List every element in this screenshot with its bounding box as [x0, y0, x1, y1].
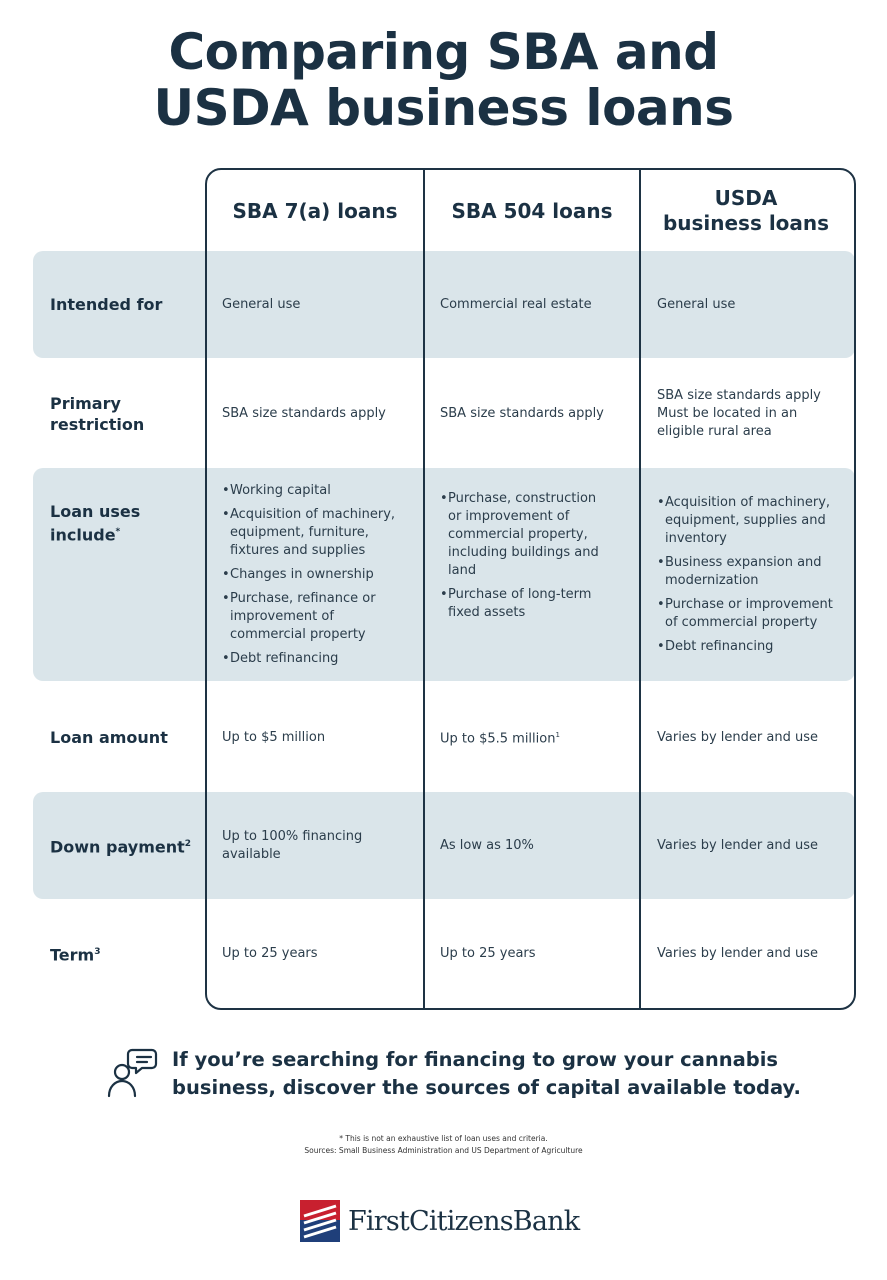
footnote-text: * This is not an exhaustive list of loan uses and criteria.: [339, 1134, 548, 1143]
list-item: • Working capital: [222, 482, 407, 500]
list-item: • Changes in ownership: [222, 566, 407, 584]
row-label-loan-amount-text: Loan amount: [50, 728, 168, 747]
cell-intended-for-sba504: Commercial real estate: [440, 296, 592, 312]
cell-primary-restriction-usda: [657, 360, 849, 467]
list-item: • Business expansion and modernization: [657, 554, 842, 590]
cell-primary-restriction-sba504: SBA size standards apply: [440, 405, 604, 421]
row-label-primary-restriction-line-1: Primary: [50, 393, 121, 413]
cell-loan-uses-sba7a: [222, 468, 407, 681]
first-citizens-logo-icon: [300, 1200, 340, 1242]
cell-primary-restriction-usda-line-3: eligible rural area: [657, 423, 772, 439]
cell-loan-amount-sba504-footnote-marker: 1: [555, 731, 560, 740]
cell-term-sba7a: Up to 25 years: [222, 945, 318, 961]
cta-text: If you’re searching for financing to grow your cannabis business, discover the sources of capital available today.: [172, 1048, 801, 1099]
title-line-1: Comparing SBA and: [168, 23, 719, 81]
list-item: • Debt refinancing: [657, 638, 842, 656]
row-label-loan-uses-footnote-marker: *: [115, 526, 121, 537]
cell-primary-restriction-sba7a: SBA size standards apply: [222, 405, 386, 421]
column-header-usda: [641, 170, 851, 252]
cell-loan-amount-sba504-text: Up to $5.5 million: [440, 731, 556, 747]
sources-text: Sources: Small Business Administration and US Department of Agriculture: [304, 1146, 583, 1155]
title-line-2: USDA business loans: [153, 79, 734, 137]
cell-term-sba504: Up to 25 years: [440, 945, 536, 961]
cell-loan-uses-sba504: [440, 490, 610, 630]
list-item: • Purchase of long-term fixed assets: [440, 586, 610, 622]
list-item: • Purchase, refinance or improvement of commercial property: [222, 590, 407, 644]
cell-primary-restriction-usda-line-1: SBA size standards apply: [657, 387, 821, 403]
page-title: [0, 24, 887, 136]
list-item: • Acquisition of machinery, equipment, furniture, fixtures and supplies: [222, 506, 407, 560]
cell-intended-for-sba7a: General use: [222, 296, 301, 312]
column-divider: [639, 170, 641, 1008]
row-label-loan-uses: [50, 468, 200, 578]
list-item: • Purchase, construction or improvement of commercial property, including buildings and land: [440, 490, 610, 580]
row-label-loan-amount: [50, 684, 200, 791]
column-header-usda-line-2: business loans: [662, 211, 830, 235]
cell-loan-amount-sba504: [440, 684, 630, 791]
row-label-down-payment-footnote-marker: 2: [184, 838, 192, 849]
row-label-loan-uses-line-2: include: [50, 525, 116, 545]
row-label-term: [50, 900, 200, 1007]
column-header-sba-7a-text: SBA 7(a) loans: [232, 198, 398, 223]
list-item: • Debt refinancing: [222, 650, 407, 668]
cell-down-payment-sba7a: Up to 100% financing available: [222, 828, 363, 862]
row-label-term-text: Term: [50, 945, 95, 965]
row-label-down-payment: [50, 792, 200, 899]
cell-loan-amount-sba7a: Up to $5 million: [222, 729, 326, 745]
cell-loan-amount-usda: Varies by lender and use: [657, 729, 818, 745]
column-header-sba-504: [425, 170, 639, 252]
row-label-term-footnote-marker: 3: [94, 946, 101, 957]
cell-down-payment-usda: Varies by lender and use: [657, 837, 818, 853]
column-divider: [423, 170, 425, 1008]
row-label-intended-for: [50, 251, 200, 358]
list-item: • Acquisition of machinery, equipment, supplies and inventory: [657, 494, 842, 548]
row-label-intended-for-text: Intended for: [50, 295, 163, 314]
cell-down-payment-sba504: As low as 10%: [440, 837, 534, 853]
row-label-loan-uses-line-1: Loan uses: [50, 501, 141, 521]
chat-person-icon: [106, 1046, 158, 1100]
cell-term-usda: Varies by lender and use: [657, 945, 818, 961]
row-label-primary-restriction: [50, 360, 200, 467]
column-header-sba-504-text: SBA 504 loans: [451, 198, 613, 223]
column-header-usda-line-1: USDA: [714, 186, 778, 210]
list-item: • Purchase or improvement of commercial property: [657, 596, 842, 632]
cell-loan-uses-usda: [657, 468, 842, 681]
cell-primary-restriction-usda-line-2: Must be located in an: [657, 405, 798, 421]
row-label-primary-restriction-line-2: restriction: [50, 414, 145, 434]
column-header-sba-7a: [207, 170, 423, 252]
brand-logo-text: FirstCitizensBank: [348, 1206, 580, 1237]
row-label-down-payment-text: Down payment: [50, 837, 185, 857]
cell-intended-for-usda: General use: [657, 296, 736, 312]
